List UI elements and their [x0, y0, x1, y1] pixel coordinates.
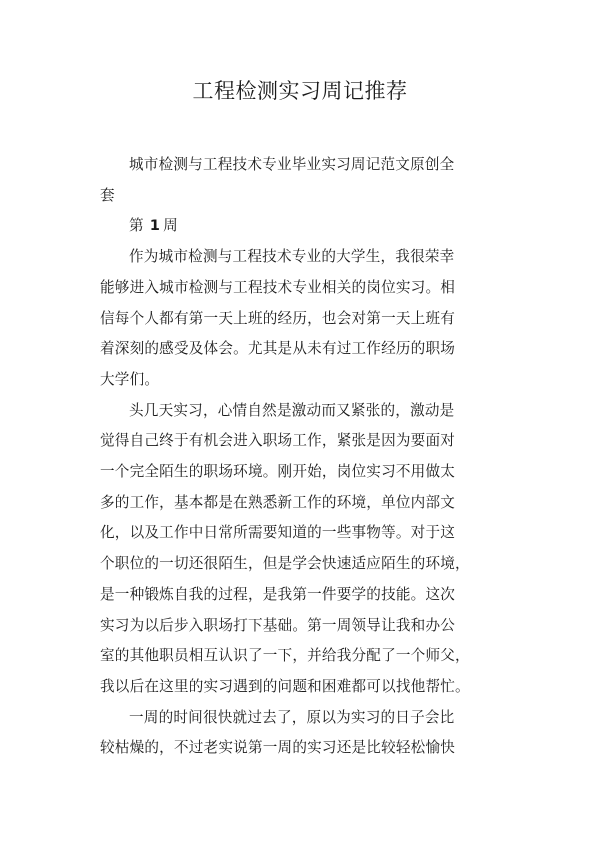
paragraph-line: 着深刻的感受及体会。尤其是从未有过工作经历的职场 — [100, 340, 456, 358]
subtitle-continuation — [100, 181, 504, 212]
week-heading — [100, 211, 504, 242]
paragraph-line: 个职位的一切还很陌生，但是学会快速适应陌生的环境， — [100, 555, 470, 573]
paragraph-line: 觉得自己终于有机会进入职场工作，紧张是因为要面对 — [100, 432, 456, 450]
subtitle-line: 套 — [100, 186, 115, 204]
paragraph-line: 一个完全陌生的职场环境。刚开始，岗位实习不用做太 — [100, 463, 456, 481]
week-label-suffix: 周 — [163, 217, 178, 235]
paragraph-line: 室的其他职员相互认识了一下，并给我分配了一个师父， — [100, 647, 470, 665]
paragraph-line: 大学们。 — [100, 370, 160, 388]
paragraph-line: 作为城市检测与工程技术专业的大学生，我很荣幸 — [129, 248, 455, 266]
paragraph-1 — [100, 242, 504, 396]
paragraph-line: 头几天实习，心情自然是激动而又紧张的，激动是 — [129, 401, 455, 419]
document-title: 工程检测实习周记推荐 — [192, 79, 408, 103]
paragraph-line: 实习为以后步入职场打下基础。第一周领导让我和办公 — [100, 616, 456, 634]
paragraph-line: 能够进入城市检测与工程技术专业相关的岗位实习。相 — [100, 278, 456, 296]
paragraph-line: 我以后在这里的实习遇到的问题和困难都可以找他帮忙。 — [100, 677, 470, 695]
subtitle-line: 城市检测与工程技术专业毕业实习周记范文原创全 — [129, 156, 455, 173]
week-label-prefix: 第 — [129, 217, 144, 235]
paragraph-2 — [100, 396, 504, 703]
paragraph-line: 化，以及工作中日常所需要知道的一些事物等。对于这 — [100, 524, 456, 542]
paragraph-3 — [100, 703, 504, 764]
week-label-number: 1 — [149, 217, 161, 235]
paragraph-line: 信每个人都有第一天上班的经历，也会对第一天上班有 — [100, 309, 456, 327]
paragraph-line: 较枯燥的，不过老实说第一周的实习还是比较轻松愉快 — [100, 739, 456, 757]
paragraph-line: 多的工作，基本都是在熟悉新工作的环境，单位内部文 — [100, 493, 456, 511]
paragraph-line: 是一种锻炼自我的过程，是我第一件要学的技能。这次 — [100, 585, 456, 603]
paragraph-line: 一周的时间很快就过去了，原以为实习的日子会比 — [129, 708, 455, 726]
document-body — [100, 150, 504, 764]
subtitle — [100, 150, 504, 181]
